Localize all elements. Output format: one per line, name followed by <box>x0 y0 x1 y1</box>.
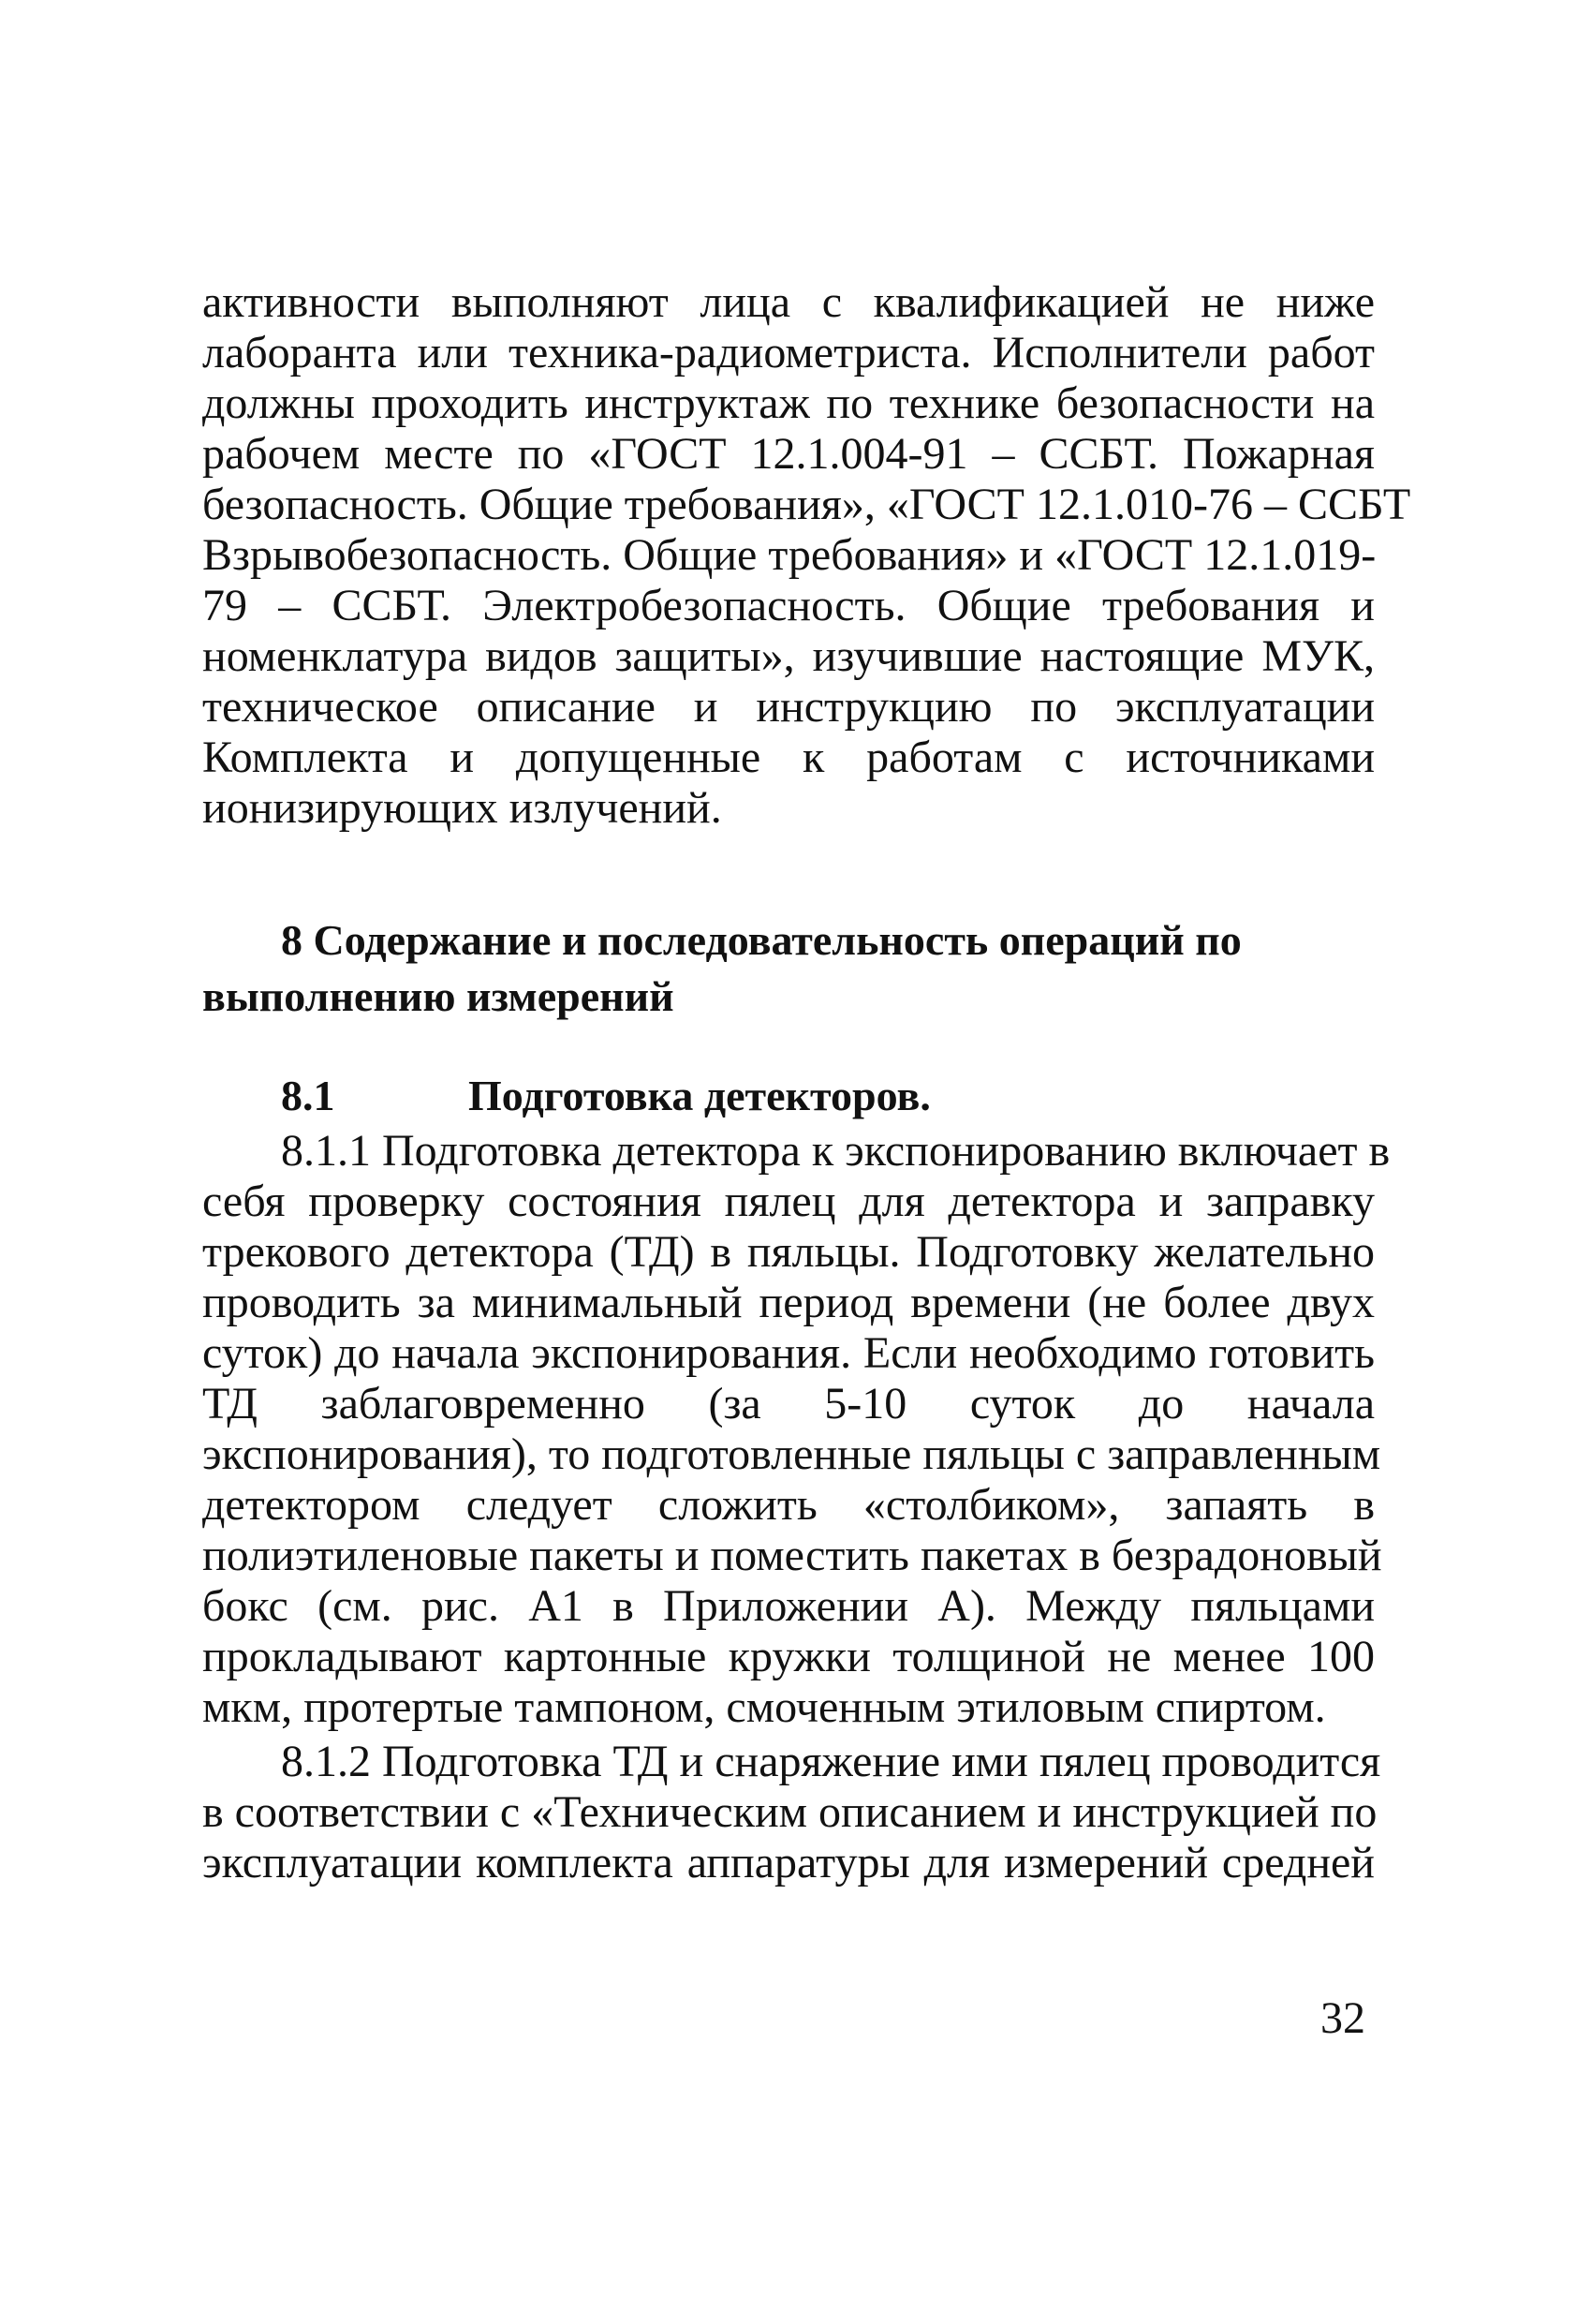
text-line: трекового детектора (ТД) в пяльцы. Подготовку желательно <box>202 1227 1375 1277</box>
section-8-1-heading <box>202 1070 1375 1122</box>
paragraph-8-1-2 <box>202 1737 1381 1888</box>
text-line: в соответствии с «Техническим описанием и инструкцией по <box>202 1787 1378 1837</box>
text-line: детектором следует сложить «столбиком», запаять в <box>202 1480 1375 1530</box>
page-number: 32 <box>1320 1993 1365 2043</box>
text-line: 8.1.1 Подготовка детектора к экспонированию включает в <box>281 1126 1391 1176</box>
section-number: 8.1 <box>281 1072 335 1119</box>
text-line: суток) до начала экспонирования. Если необходимо готовить <box>202 1328 1375 1378</box>
text-line: бокс (см. рис. А1 в Приложении А). Между пяльцами <box>202 1581 1375 1631</box>
text-line: полиэтиленовые пакеты и поместить пакетах в безрадоновый <box>202 1531 1382 1580</box>
text-line: прокладывают картонные кружки толщиной не менее 100 <box>202 1632 1375 1681</box>
text-line: Взрывобезопасность. Общие требования» и «ГОСТ 12.1.019- <box>202 530 1377 580</box>
page-content <box>202 277 1411 1888</box>
text-line: должны проходить инструктаж по технике безопасности на <box>202 378 1375 428</box>
text-line: ТД заблаговременно (за 5-10 суток до начала <box>202 1379 1375 1428</box>
section-title: Подготовка детекторов. <box>468 1072 931 1119</box>
section-heading-line: 8 Содержание и последовательность операций по <box>281 916 1242 964</box>
text-line: проводить за минимальный период времени (не более двух <box>202 1278 1375 1327</box>
text-line: себя проверку состояния пялец для детектора и заправку <box>202 1177 1375 1226</box>
text-line: активности выполняют лица с квалификацией не ниже <box>202 277 1375 327</box>
section-heading-line: выполнению измерений <box>202 972 674 1020</box>
text-line: эксплуатации комплекта аппаратуры для измерений средней <box>202 1838 1375 1887</box>
text-line: экспонирования), то подготовленные пяльцы с заправленным <box>202 1429 1381 1479</box>
text-line: лаборанта или техника-радиометриста. Исполнители работ <box>202 328 1375 377</box>
paragraph-8-1-1 <box>202 1126 1391 1733</box>
paragraph-intro <box>202 277 1411 834</box>
section-8-heading <box>202 912 1375 1025</box>
text-line: мкм, протертые тампоном, смоченным этиловым спиртом. <box>202 1682 1326 1732</box>
text-line: номенклатура видов защиты», изучившие настоящие МУК, <box>202 631 1375 681</box>
text-line: техническое описание и инструкцию по эксплуатации <box>202 682 1375 732</box>
text-line: 8.1.2 Подготовка ТД и снаряжение ими пялец проводится <box>281 1737 1381 1786</box>
text-line: Комплекта и допущенные к работам с источниками <box>202 733 1375 782</box>
text-line: безопасность. Общие требования», «ГОСТ 12.1.010-76 – ССБТ <box>202 480 1411 529</box>
text-line: рабочем месте по «ГОСТ 12.1.004-91 – ССБТ. Пожарная <box>202 429 1375 479</box>
text-line: 79 – ССБТ. Электробезопасность. Общие требования и <box>202 581 1375 630</box>
text-line: ионизирующих излучений. <box>202 783 722 833</box>
